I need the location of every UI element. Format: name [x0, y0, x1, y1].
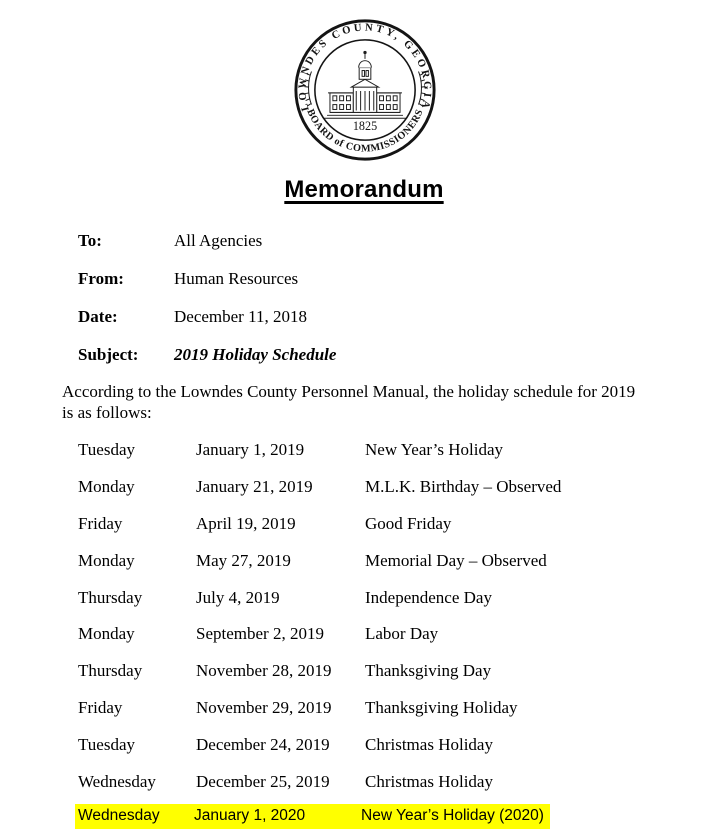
to-value: All Agencies — [174, 231, 263, 250]
from-label: From: — [78, 269, 124, 288]
day-cell: Wednesday — [78, 772, 156, 792]
table-row — [78, 439, 561, 476]
date-cell: November 29, 2019 — [196, 698, 332, 718]
day-cell: Tuesday — [78, 735, 135, 755]
holiday-cell: Labor Day — [365, 624, 439, 644]
date-cell: January 21, 2019 — [196, 476, 313, 496]
holiday-cell: Christmas Holiday — [365, 735, 493, 755]
seal-bottom-text: BOARD of COMMISSIONERS — [304, 107, 426, 155]
day-cell: Tuesday — [78, 440, 135, 459]
holiday-cell: Independence Day — [365, 587, 492, 607]
day-cell: Wednesday — [78, 806, 160, 824]
memo-title-text: Memorandum — [284, 176, 444, 203]
holiday-cell: M.L.K. Birthday – Observed — [365, 476, 562, 496]
holiday-cell: New Year’s Holiday (2020) — [361, 806, 544, 824]
date-cell: May 27, 2019 — [196, 550, 291, 570]
date-cell: September 2, 2019 — [196, 624, 324, 644]
table-row — [78, 660, 561, 697]
memo-header-fields — [78, 229, 336, 381]
seal-top-text: LOWNDES COUNTY, GEORGIA — [296, 21, 434, 113]
day-cell: Monday — [78, 550, 135, 570]
day-cell: Friday — [78, 698, 123, 718]
holiday-cell: New Year’s Holiday — [365, 440, 504, 459]
date-cell: January 1, 2020 — [194, 806, 306, 824]
to-label: To: — [78, 231, 102, 250]
table-row — [78, 734, 561, 771]
from-value: Human Resources — [174, 269, 299, 288]
day-cell: Friday — [78, 513, 123, 533]
memo-title — [0, 176, 728, 204]
county-seal-icon — [292, 17, 438, 163]
table-row — [78, 550, 561, 587]
field-row-to — [78, 229, 336, 252]
day-cell: Thursday — [78, 661, 143, 681]
field-row-from — [78, 267, 336, 290]
table-row — [78, 697, 561, 734]
subject-label: Subject: — [78, 345, 139, 364]
date-cell: December 24, 2019 — [196, 735, 330, 755]
date-cell: July 4, 2019 — [196, 587, 280, 607]
table-row — [78, 623, 561, 660]
date-cell: November 28, 2019 — [196, 661, 332, 681]
table-row-highlighted — [78, 808, 561, 829]
holiday-cell: Thanksgiving Day — [365, 661, 492, 681]
seal-year: 1825 — [352, 118, 378, 133]
intro-paragraph — [62, 382, 682, 423]
day-cell: Thursday — [78, 587, 143, 607]
subject-value: 2019 Holiday Schedule — [174, 345, 337, 364]
day-cell: Monday — [78, 476, 135, 496]
table-row — [78, 771, 561, 808]
date-value: December 11, 2018 — [174, 307, 307, 326]
holiday-cell: Good Friday — [365, 513, 452, 533]
date-cell: December 25, 2019 — [196, 772, 330, 792]
holiday-cell: Christmas Holiday — [365, 772, 493, 792]
intro-line-2: is as follows: — [62, 402, 152, 422]
holiday-cell: Memorial Day – Observed — [365, 550, 547, 570]
highlighted-row — [75, 804, 550, 829]
field-row-subject — [78, 343, 336, 366]
table-row — [78, 513, 561, 550]
holiday-schedule-table — [78, 439, 561, 829]
date-cell: January 1, 2019 — [196, 440, 305, 459]
intro-line-1: According to the Lowndes County Personnel Manual, the holiday schedule for 2019 — [62, 382, 636, 401]
field-row-date — [78, 305, 336, 328]
date-cell: April 19, 2019 — [196, 513, 296, 533]
table-row — [78, 587, 561, 624]
day-cell: Monday — [78, 624, 135, 644]
date-label: Date: — [78, 307, 118, 326]
holiday-cell: Thanksgiving Holiday — [365, 698, 518, 718]
table-row — [78, 476, 561, 513]
